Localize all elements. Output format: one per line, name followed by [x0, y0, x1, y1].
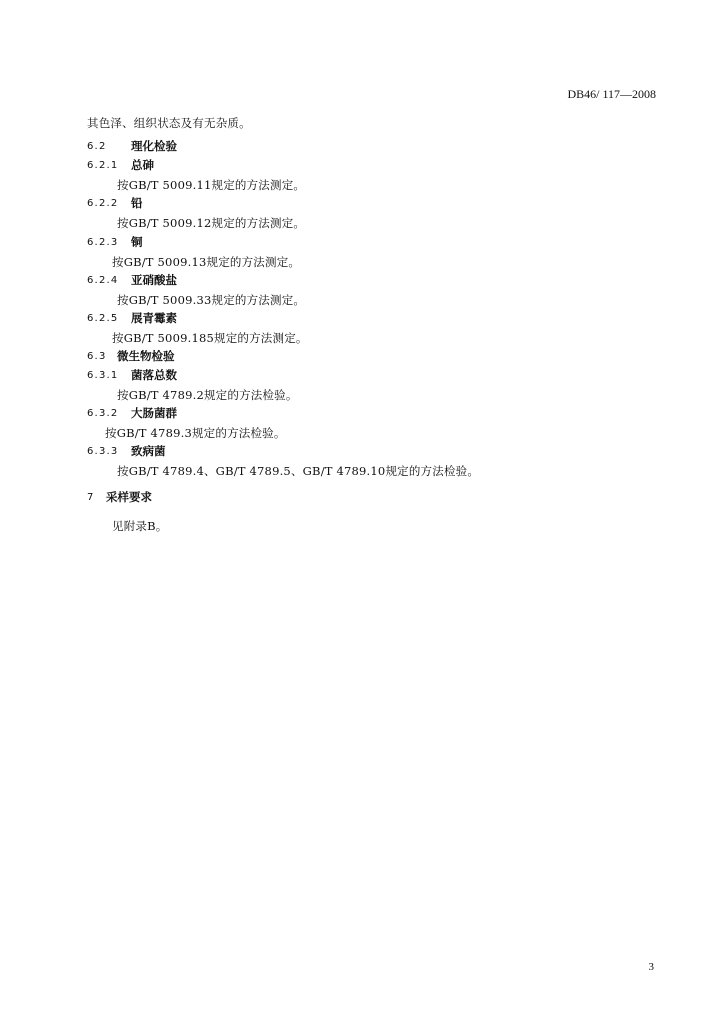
section-number: 7	[87, 492, 95, 503]
section-title: 采样要求	[106, 490, 152, 504]
section-title: 亚硝酸盐	[131, 273, 177, 287]
document-code: DB46/ 117—2008	[567, 87, 656, 101]
section-number: 6.2	[87, 141, 107, 152]
section-title: 菌落总数	[131, 368, 177, 382]
section-paragraph: 按GB/T 5009.12规定的方法测定。	[117, 216, 306, 230]
section-number: 6.2.5	[87, 313, 119, 324]
section-paragraph: 按GB/T 4789.3规定的方法检验。	[105, 426, 286, 440]
section-number: 6.3.2	[87, 408, 119, 419]
section-paragraph: 按GB/T 5009.185规定的方法测定。	[112, 331, 308, 345]
intro-paragraph: 其色泽、组织状态及有无杂质。	[87, 116, 251, 130]
section-title: 铜	[131, 235, 143, 249]
section-number: 6.2.4	[87, 275, 119, 286]
section-number: 6.3.3	[87, 446, 119, 457]
section-title: 理化检验	[131, 139, 177, 153]
section-paragraph: 按GB/T 4789.4、GB/T 4789.5、GB/T 4789.10规定的方法检验。	[117, 464, 480, 478]
page-number: 3	[648, 961, 654, 973]
section-paragraph: 按GB/T 5009.13规定的方法测定。	[112, 255, 301, 269]
section-title: 大肠菌群	[131, 406, 177, 420]
section-number: 6.2.3	[87, 237, 119, 248]
section-paragraph: 见附录B。	[112, 519, 168, 533]
section-title: 展青霉素	[131, 311, 177, 325]
section-title: 微生物检验	[117, 349, 175, 363]
section-paragraph: 按GB/T 5009.33规定的方法测定。	[117, 293, 306, 307]
section-number: 6.2.2	[87, 198, 119, 209]
section-title: 总砷	[131, 158, 154, 172]
section-number: 6.3	[87, 351, 107, 362]
section-title: 铅	[131, 196, 143, 210]
section-number: 6.3.1	[87, 370, 119, 381]
section-paragraph: 按GB/T 5009.11规定的方法测定。	[117, 178, 306, 192]
section-title: 致病菌	[131, 444, 166, 458]
section-number: 6.2.1	[87, 160, 119, 171]
section-paragraph: 按GB/T 4789.2规定的方法检验。	[117, 388, 298, 402]
